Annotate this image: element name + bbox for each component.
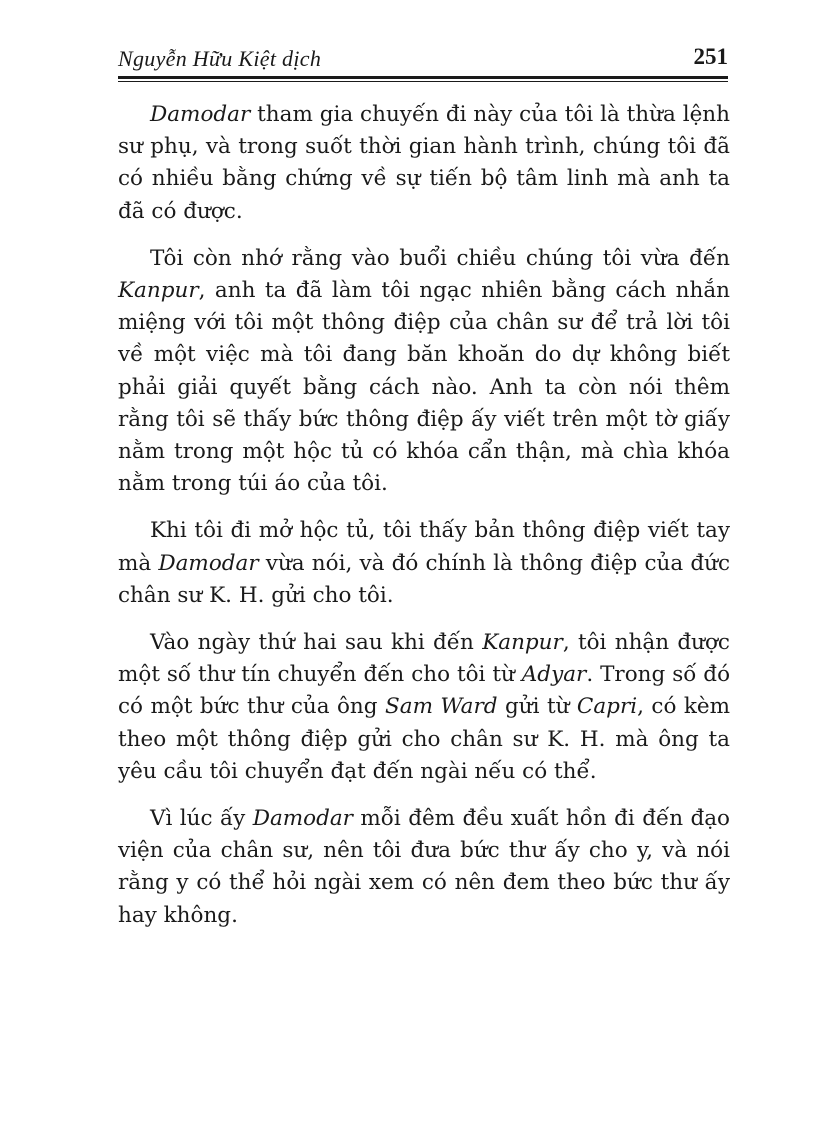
page-number: 251 xyxy=(693,44,728,69)
italic-term: Adyar xyxy=(521,662,587,688)
italic-term: Damodar xyxy=(150,102,251,127)
italic-term: Damodar xyxy=(158,550,259,576)
text-run: Vì lúc ấy xyxy=(150,806,253,832)
running-head: Nguyễn Hữu Kiệt dịch xyxy=(118,46,322,71)
italic-term: Damodar xyxy=(252,806,353,832)
text-run: Tôi còn nhớ rằng vào buổi chiều chúng tôi vừa đến xyxy=(150,245,730,271)
body-text xyxy=(118,99,730,947)
paragraph xyxy=(118,243,730,501)
italic-term: Sam Ward xyxy=(385,694,498,720)
paragraph xyxy=(118,803,730,932)
paragraph xyxy=(118,627,730,788)
header-rule-thin xyxy=(118,81,728,82)
text-run: mỗi đêm đều xuất hồn đi đến đạo viện của chân sư, nên tôi đưa bức thư ấy cho y, và nói rằng y có thể hỏi ngài xem có nên đem theo bức thư ấy hay không. xyxy=(118,806,730,928)
paragraph xyxy=(118,99,730,228)
paragraph xyxy=(118,515,730,612)
text-run: , có kèm theo một thông điệp gửi cho chân sư K. H. mà ông ta yêu cầu tôi chuyển đạt đến ngài nếu có thể. xyxy=(118,694,730,784)
text-run: . Trong số đó có một bức thư của ông xyxy=(118,662,731,720)
text-run: , tôi nhận được một số thư tín chuyển đến cho tôi từ xyxy=(118,630,730,688)
text-run: Vào ngày thứ hai sau khi đến xyxy=(150,630,483,656)
page-header xyxy=(118,44,728,76)
italic-term: Capri xyxy=(576,694,638,720)
text-run: gửi từ xyxy=(497,694,577,720)
text-run: Khi tôi đi mở hộc tủ, tôi thấy bản thông điệp viết tay mà xyxy=(118,518,730,576)
italic-term: Kanpur xyxy=(482,630,563,656)
text-run: vừa nói, và đó chính là thông điệp của đức chân sư K. H. gửi cho tôi. xyxy=(118,550,730,608)
text-run: tham gia chuyến đi này của tôi là thừa lệnh sư phụ, và trong suốt thời gian hành trình, chúng tôi đã có nhiều bằng chứng về sự tiến bộ tâm linh mà anh ta đã có được. xyxy=(118,102,730,224)
italic-term: Kanpur xyxy=(118,278,199,304)
text-run: , anh ta đã làm tôi ngạc nhiên bằng cách nhắn miệng với tôi một thông điệp của chân sư để trả lời tôi về một việc mà tôi đang băn khoăn do dự không biết phải giải quyết bằng cách nào. Anh ta còn nói thêm rằng tôi sẽ thấy bức thông điệp ấy viết trên một tờ giấy nằm trong một hộc tủ có khóa cẩn thận, mà chìa khóa nằm trong túi áo của tôi. xyxy=(118,278,730,497)
header-rule-thick xyxy=(118,76,728,79)
